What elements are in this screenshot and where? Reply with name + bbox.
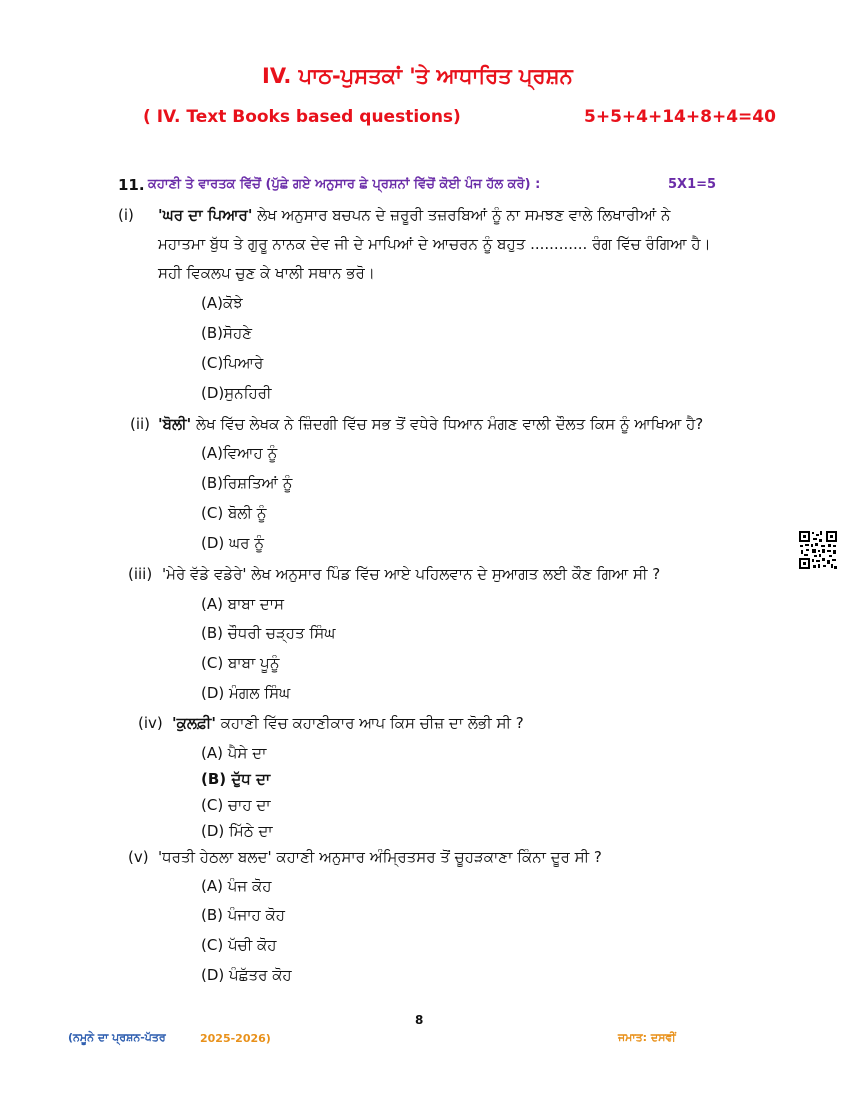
- q5-option-b: (B) ਪੰਜਾਹ ਕੋਹ: [201, 906, 285, 924]
- page-number: 8: [415, 1013, 424, 1027]
- q1-option-b: (B)ਸੋਹਣੇ: [201, 324, 252, 342]
- q3-option-c: (C) ਬਾਬਾ ਪੂਨੂੰ: [201, 654, 280, 672]
- q5-number: (v): [128, 848, 149, 866]
- q1-number: (i): [118, 206, 134, 224]
- qr-code-icon: [798, 530, 838, 570]
- question-number: 11.: [118, 176, 145, 194]
- q2-line1: ਲੇਖ ਵਿੱਚ ਲੇਖਕ ਨੇ ਜ਼ਿੰਦਗੀ ਵਿੱਚ ਸਭ ਤੋਂ ਵਧੇਰੇ ਧਿਆਨ ਮੰਗਣ ਵਾਲੀ ਦੌਲਤ ਕਿਸ ਨੂੰ ਆਖਿਆ ਹੈ?: [195, 415, 704, 433]
- q1-option-a: (A)ਕੋਝੇ: [201, 294, 243, 312]
- q4-option-b: (B) ਦੁੱਧ ਦਾ: [201, 770, 271, 788]
- marks-total: 5+5+4+14+8+4=40: [584, 107, 776, 127]
- q4-title: 'ਕੁਲਫ਼ੀ': [172, 714, 216, 732]
- q4-option-a: (A) ਪੈਸੇ ਦਾ: [201, 744, 267, 762]
- q5-option-d: (D) ਪੰਛੱਤਰ ਕੋਹ: [201, 966, 292, 984]
- footer-right: ਜਮਾਤ: ਦਸਵੀਂ: [618, 1031, 676, 1044]
- q2-title: 'ਬੋਲੀ': [158, 415, 192, 433]
- q4-number: (iv): [138, 714, 163, 732]
- q5-line1: 'ਧਰਤੀ ਹੇਠਲਾ ਬਲਦ' ਕਹਾਣੀ ਅਨੁਸਾਰ ਅੰਮ੍ਰਿਤਸਰ ਤੋਂ ਚੂਹੜਕਾਣਾ ਕਿੰਨਾ ਦੂਰ ਸੀ ?: [158, 848, 602, 866]
- q3-option-b: (B) ਚੌਧਰੀ ਚੜ੍ਹਤ ਸਿੰਘ: [201, 624, 336, 642]
- q1-text: [158, 206, 670, 224]
- footer-left: (ਨਮੂਨੇ ਦਾ ਪ੍ਰਸ਼ਨ-ਪੱਤਰ: [68, 1031, 166, 1044]
- q4-option-d: (D) ਮਿੱਠੇ ਦਾ: [201, 822, 273, 840]
- q4-text: [172, 714, 524, 732]
- q5-option-a: (A) ਪੰਜ ਕੋਹ: [201, 877, 272, 895]
- q1-option-d: (D)ਸੁਨਹਿਰੀ: [201, 384, 272, 402]
- page-title: IV. ਪਾਠ-ਪੁਸਤਕਾਂ 'ਤੇ ਆਧਾਰਿਤ ਪ੍ਰਸ਼ਨ: [262, 64, 573, 88]
- q4-option-c: (C) ਚਾਹ ਦਾ: [201, 796, 271, 814]
- section-instruction: ਕਹਾਣੀ ਤੇ ਵਾਰਤਕ ਵਿੱਚੋਂ (ਪੁੱਛੇ ਗਏ ਅਨੁਸਾਰ ਛੇ ਪ੍ਰਸ਼ਨਾਂ ਵਿੱਚੋਂ ਕੋਈ ਪੰਜ ਹੱਲ ਕਰੋ) :: [148, 177, 541, 192]
- page-subtitle: ( IV. Text Books based questions): [143, 107, 461, 127]
- q1-option-c: (C)ਪਿਆਰੇ: [201, 354, 264, 372]
- q2-option-b: (B)ਰਿਸ਼ਤਿਆਂ ਨੂੰ: [201, 474, 293, 492]
- q2-option-d: (D) ਘਰ ਨੂੰ: [201, 534, 265, 552]
- q2-text: [158, 415, 703, 433]
- section-marks: 5X1=5: [668, 177, 717, 192]
- footer-year: 2025-2026): [200, 1032, 271, 1045]
- q1-line1: ਲੇਖ ਅਨੁਸਾਰ ਬਚਪਨ ਦੇ ਜ਼ਰੂਰੀ ਤਜ਼ਰਬਿਆਂ ਨੂੰ ਨਾ ਸਮਝਣ ਵਾਲੇ ਲਿਖਾਰੀਆਂ ਨੇ: [257, 206, 671, 224]
- q5-option-c: (C) ਪੱਚੀ ਕੋਹ: [201, 936, 277, 954]
- q4-line1: ਕਹਾਣੀ ਵਿੱਚ ਕਹਾਣੀਕਾਰ ਆਪ ਕਿਸ ਚੀਜ਼ ਦਾ ਲੋਭੀ ਸੀ ?: [220, 714, 524, 732]
- q3-line1: 'ਮੇਰੇ ਵੱਡੇ ਵਡੇਰੇ' ਲੇਖ ਅਨੁਸਾਰ ਪਿੰਡ ਵਿੱਚ ਆਏ ਪਹਿਲਵਾਨ ਦੇ ਸੁਆਗਤ ਲਈ ਕੌਣ ਗਿਆ ਸੀ ?: [162, 565, 661, 583]
- q3-number: (iii): [128, 565, 153, 583]
- q2-option-c: (C) ਬੋਲੀ ਨੂੰ: [201, 504, 267, 522]
- q1-title: 'ਘਰ ਦਾ ਪਿਆਰ': [158, 206, 253, 224]
- q3-option-a: (A) ਬਾਬਾ ਦਾਸ: [201, 595, 285, 613]
- q1-line3: ਸਹੀ ਵਿਕਲਪ ਚੁਣ ਕੇ ਖਾਲੀ ਸਥਾਨ ਭਰੋ।: [158, 264, 375, 282]
- q1-line2: ਮਹਾਤਮਾ ਬੁੱਧ ਤੇ ਗੁਰੂ ਨਾਨਕ ਦੇਵ ਜੀ ਦੇ ਮਾਪਿਆਂ ਦੇ ਆਚਰਨ ਨੂੰ ਬਹੁਤ ............ ਰੰਗ ਵਿੱਚ ਰੰਗਿਆ ਹੈ।: [158, 235, 711, 253]
- q3-option-d: (D) ਮੰਗਲ ਸਿੰਘ: [201, 684, 291, 702]
- q2-number: (ii): [130, 415, 151, 433]
- q2-option-a: (A)ਵਿਆਹ ਨੂੰ: [201, 444, 278, 462]
